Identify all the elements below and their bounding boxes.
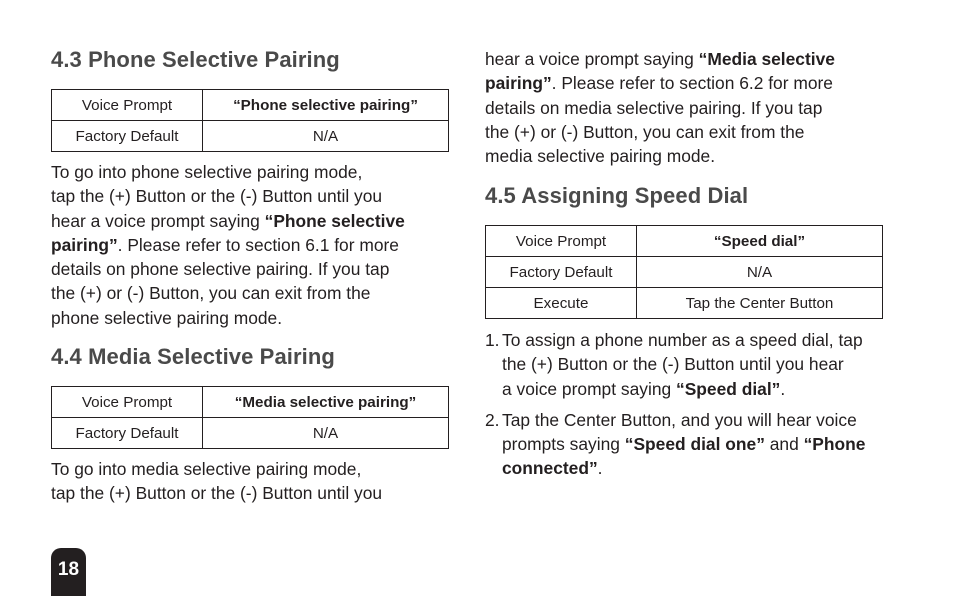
section-4-4-paragraph-continued: hear a voice prompt saying “Media selective pairing”. Please refer to section 6.2 for more details on media selective pairing. If you tap the (+) or (-) Button, you can exit from the media selective pairing mode. — [485, 49, 835, 167]
phone-selective-pairing-table — [51, 89, 449, 152]
table-key: Factory Default — [486, 257, 637, 288]
section-4-4-heading: 4.4 Media Selective Pairing — [51, 344, 335, 369]
section-4-3-paragraph: To go into phone selective pairing mode, tap the (+) Button or the (-) Button until you hear a voice prompt saying “Phone selective pairing”. Please refer to section 6.1 for more details on phone selective pairing. If you tap the (+) or (-) Button, you can exit from the phone selective pairing mode. — [51, 162, 405, 328]
table-key: Factory Default — [52, 121, 203, 152]
table-row — [52, 387, 449, 418]
page-number-badge: 18 — [51, 548, 86, 596]
list-item: 1. To assign a phone number as a speed dial, tap the (+) Button or the (-) Button until you hear a voice prompt saying “Speed dial”. — [485, 330, 863, 399]
table-row — [486, 257, 883, 288]
table-row — [52, 121, 449, 152]
table-key: Voice Prompt — [486, 226, 637, 257]
table-key: Voice Prompt — [52, 90, 203, 121]
speed-dial-table — [485, 225, 883, 319]
table-value: “Phone selective pairing” — [203, 90, 449, 121]
table-row — [52, 90, 449, 121]
table-key: Execute — [486, 288, 637, 319]
table-value: N/A — [203, 418, 449, 449]
table-value: N/A — [203, 121, 449, 152]
table-row — [486, 226, 883, 257]
table-value: N/A — [637, 257, 883, 288]
table-row — [486, 288, 883, 319]
section-4-3-heading: 4.3 Phone Selective Pairing — [51, 47, 340, 72]
table-value: Tap the Center Button — [637, 288, 883, 319]
media-selective-pairing-table — [51, 386, 449, 449]
table-key: Factory Default — [52, 418, 203, 449]
table-value: “Speed dial” — [637, 226, 883, 257]
table-key: Voice Prompt — [52, 387, 203, 418]
section-4-5-heading: 4.5 Assigning Speed Dial — [485, 183, 749, 208]
section-4-4-paragraph: To go into media selective pairing mode, tap the (+) Button or the (-) Button until you — [51, 459, 383, 504]
speed-dial-steps — [485, 328, 885, 481]
table-row — [52, 418, 449, 449]
table-value: “Media selective pairing” — [203, 387, 449, 418]
list-item: 2. Tap the Center Button, and you will hear voice prompts saying “Speed dial one” and “Phone connected”. — [485, 409, 866, 479]
